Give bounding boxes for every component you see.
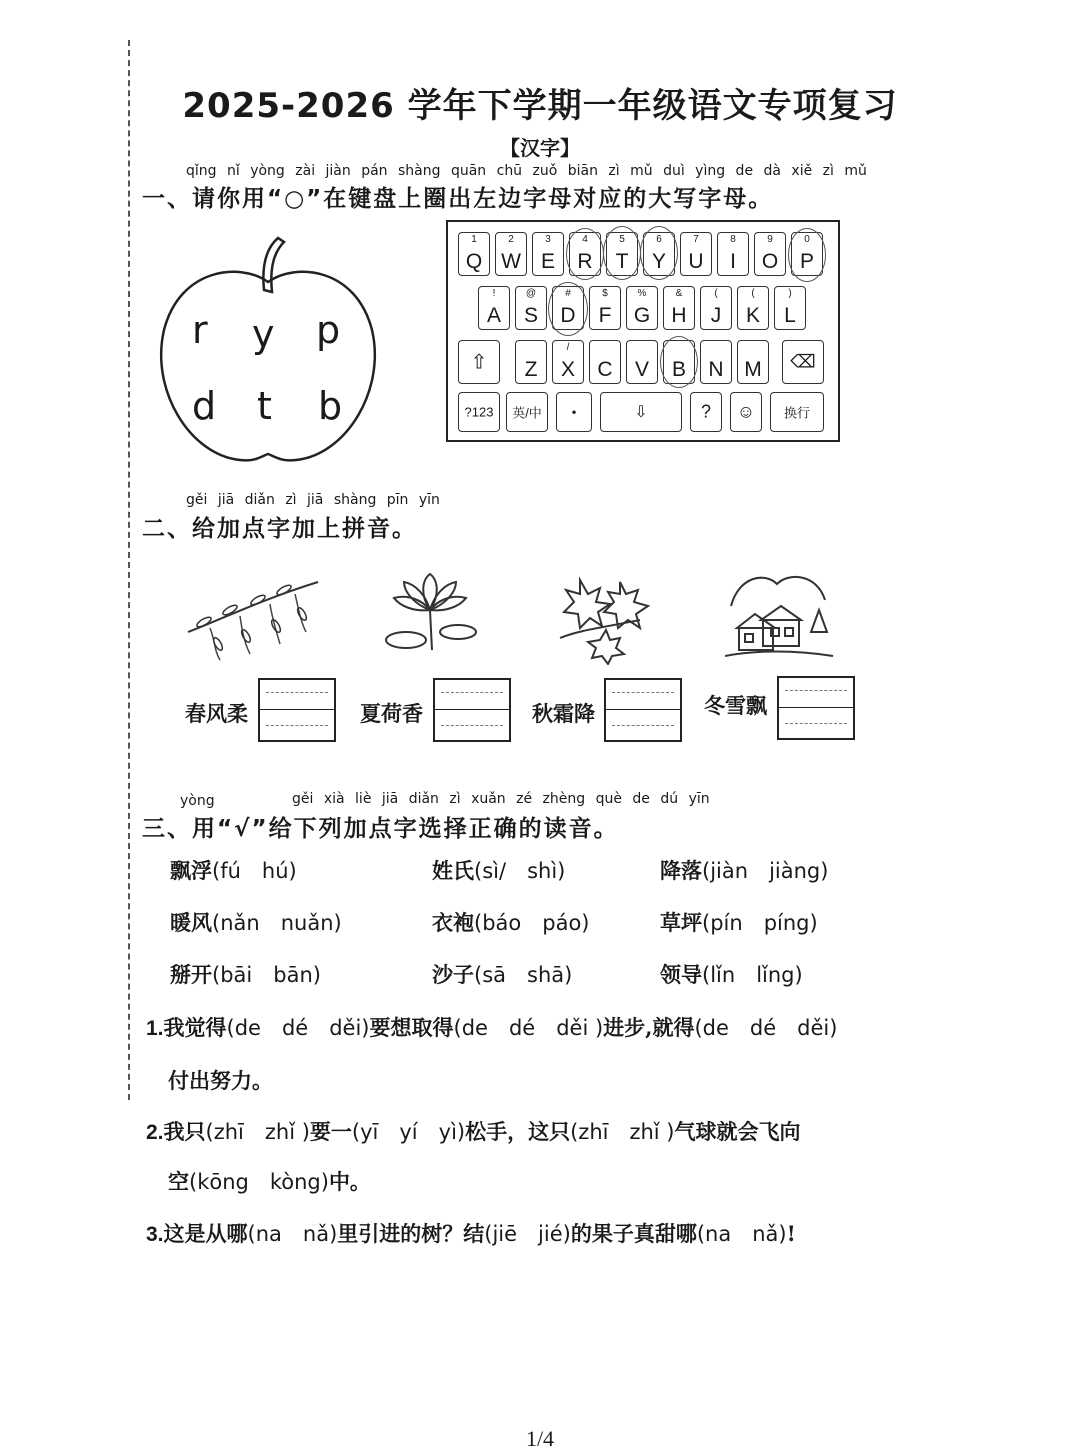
apple-letter-t: t [257,384,272,428]
key-w-letter: W [501,250,521,273]
answer-circle-b [660,336,698,388]
key-v-letter: V [634,358,649,381]
sentence-2-options-4[interactable]: (kōng kòng) [189,1170,329,1194]
key-numbers-label: ?123 [464,404,494,420]
willow-branch-illustration [180,570,325,665]
key-e[interactable] [532,232,564,276]
key-a-num: ! [492,288,496,299]
choice-option-a[interactable]: pín [710,911,743,935]
key-f-letter: F [598,304,612,327]
key-emoji[interactable] [730,392,762,432]
sentence-2-options-3[interactable]: (zhī zhǐ ) [570,1120,675,1144]
sentence-1-line-1 [146,1012,837,1042]
backspace-key[interactable] [782,340,824,384]
key-e-letter: E [540,250,555,273]
answer-circle-r [566,228,604,280]
key-k[interactable] [737,286,769,330]
sentence-2-text-h: 空 [168,1169,189,1194]
answer-box-spring[interactable] [258,678,336,742]
key-g-num: % [637,288,647,299]
choice-option-b[interactable]: píng [763,911,810,935]
key-question-label: ? [700,401,711,422]
key-s-num: @ [525,288,537,299]
answer-circle-p [788,228,826,282]
key-period[interactable] [556,392,592,432]
choice-item-jiangluo: 降落(jiàn jiàng) [660,858,829,883]
key-g[interactable] [626,286,658,330]
key-d-num: # [565,288,571,299]
key-e-num: 3 [545,234,551,245]
choice-option-a[interactable]: jiàn [710,859,749,883]
key-j-num: ( [714,288,718,299]
sentence-1-number: 1. [146,1017,164,1040]
key-w[interactable] [495,232,527,276]
choice-word: 姓氏 [432,858,474,883]
page-title: 2025-2026 学年下学期一年级语文专项复习 [182,86,898,126]
key-k-letter: K [745,304,760,327]
key-n-letter: N [708,358,724,381]
key-o-num: 9 [767,234,773,245]
key-enter-label: 换行 [783,405,810,421]
q2-heading: 二、给加点字加上拼音。 [142,516,417,542]
q3-pinyin-2: gěi xià liè jiā diǎn zì xuǎn zé zhèng què de dú yīn [292,791,710,807]
q3-heading: 三、用“√”给下列加点字选择正确的读音。 [142,816,619,842]
answer-box-summer[interactable] [433,678,511,742]
section-subtitle: 【汉字】 [500,136,580,160]
key-k-num: ( [751,288,755,299]
key-x[interactable] [552,340,584,384]
choice-word: 掰开 [170,962,212,987]
answer-circle-y [640,226,678,280]
key-c-letter: C [597,358,613,381]
choice-option-a[interactable]: sì/ [482,859,507,883]
q1-pinyin: qǐng nǐ yòng zài jiàn pán shàng quān chū zuǒ biān zì mǔ duì yìng de dà xiě zì mǔ [186,163,867,179]
key-j-letter: J [710,304,722,327]
choice-option-b[interactable]: nuǎn [280,911,334,935]
sentence-2-number: 2. [146,1121,164,1144]
sentence-3-text-a: 这是从哪 [163,1221,248,1246]
apple-letter-r: r [192,308,208,352]
choice-item-caoping: 草坪(pín píng) [660,910,818,935]
choice-word: 衣袍 [432,910,474,935]
sentence-1-text-a: 我觉得 [163,1015,227,1040]
choice-option-b[interactable]: hú [261,859,289,883]
sentence-2-options-1[interactable]: (zhī zhǐ ) [205,1120,310,1144]
page-number: 1/4 [525,1426,555,1451]
answer-circle-d [548,282,588,336]
key-h[interactable] [663,286,695,330]
choice-item-lingdao: 领导(lǐn lǐng) [660,962,803,987]
maple-leaves-illustration [550,570,660,665]
phrase-summer: 夏荷香 [360,701,423,726]
key-language-switch[interactable] [506,392,548,432]
choice-item-nuanfeng: 暖风(nǎn nuǎn) [170,910,342,935]
key-enter[interactable] [770,392,824,432]
key-b-letter: B [671,358,686,381]
key-q-num: 1 [471,234,477,245]
key-p-num: 0 [804,234,810,245]
key-y-num: 6 [656,234,662,245]
sentence-2-text-c: 要一 [309,1119,352,1144]
choice-option-a[interactable]: nǎn [220,911,260,935]
apple-letter-b: b [318,384,343,428]
sentence-1-options-1[interactable]: (de dé děi) [226,1016,370,1040]
answer-box-winter[interactable] [777,676,855,740]
shift-key[interactable] [458,340,500,384]
key-g-letter: G [633,304,651,327]
key-period-label: • [571,404,577,420]
key-h-letter: H [671,304,687,327]
key-s[interactable] [515,286,547,330]
choice-item-shazi: 沙子(sā shā) [432,962,573,987]
key-z[interactable] [515,340,547,384]
key-i[interactable] [717,232,749,276]
key-question[interactable] [690,392,722,432]
q2-pinyin: gěi jiā diǎn zì jiā shàng pīn yīn [186,492,440,508]
key-z-letter: Z [524,358,538,381]
sentence-2-text-j: 中。 [328,1169,371,1194]
sentence-3-options-2[interactable]: (jiē jié) [484,1222,571,1246]
sentence-2-options-2[interactable]: (yī yí yì) [351,1120,466,1144]
key-r-letter: R [577,250,593,273]
sentence-2-text-a: 我只 [163,1119,206,1144]
key-f-num: $ [602,288,608,299]
answer-box-autumn[interactable] [604,678,682,742]
key-i-num: 8 [730,234,736,245]
sentence-1-options-2[interactable]: (de dé děi ) [453,1016,604,1040]
sentence-1-text-g: 付出努力。 [168,1068,273,1093]
key-m-letter: M [744,358,762,381]
keyboard-diagram [446,220,840,442]
choice-option-b[interactable]: lǐng [756,963,795,987]
key-q-letter: Q [465,250,483,273]
apple-letter-p: p [316,308,341,352]
apple-letter-y: y [252,312,275,356]
choice-word: 降落 [660,858,702,883]
answer-circle-t [603,226,641,280]
lotus-illustration [380,570,480,665]
choice-option-a[interactable]: bāi [220,963,253,987]
key-u-num: 7 [693,234,699,245]
choice-option-b[interactable]: bān [273,963,313,987]
key-i-letter: I [730,250,736,273]
key-l[interactable] [774,286,806,330]
key-f[interactable] [589,286,621,330]
sentence-3-number: 3. [146,1223,164,1246]
key-j[interactable] [700,286,732,330]
choice-option-a[interactable]: fú [220,859,241,883]
phrase-spring: 春风柔 [185,701,248,726]
choice-option-a[interactable]: sā [482,963,507,987]
choice-option-b[interactable]: jiàng [769,859,821,883]
key-a-letter: A [486,304,501,327]
key-l-num: ) [788,288,792,299]
choice-item-piaofu: 飘浮(fú hú) [170,858,297,883]
key-t-num: 5 [619,234,625,245]
q1-heading: 一、请你用“○”在键盘上圈出左边字母对应的大写字母。 [142,186,774,212]
key-t-letter: T [615,250,629,273]
phrase-autumn: 秋霜降 [532,701,595,726]
key-language-label: 英/中 [512,405,542,421]
sentence-3-text-e: 的果子真甜哪 [570,1221,697,1246]
sentence-3-options-3[interactable]: (na nǎ) [696,1222,787,1246]
key-n[interactable] [700,340,732,384]
sentence-3-options-1[interactable]: (na nǎ) [247,1222,338,1246]
sentence-2-text-e: 松手，这只 [465,1119,571,1144]
key-u-letter: U [688,250,704,273]
choice-word: 领导 [660,962,702,987]
key-a[interactable] [478,286,510,330]
key-space[interactable] [600,392,682,432]
choice-word: 草坪 [660,910,702,935]
choice-option-a[interactable]: báo [482,911,522,935]
key-d-letter: D [560,304,576,327]
choice-option-b[interactable]: shā [527,963,565,987]
key-w-num: 2 [508,234,514,245]
choice-option-b[interactable]: shì [527,859,558,883]
key-space-icon: ⇩ [634,404,648,421]
choice-word: 沙子 [432,962,474,987]
sentence-1-options-3[interactable]: (de dé děi) [694,1016,838,1040]
key-o-letter: O [761,250,779,273]
backspace-icon: ⌫ [790,351,816,372]
apple-letter-d: d [192,384,217,428]
key-p-letter: P [799,250,814,273]
key-x-letter: X [560,358,575,381]
sentence-1-line-2 [168,1065,273,1095]
shift-icon: ⇧ [470,351,488,374]
snowy-house-illustration [725,570,835,665]
choice-word: 飘浮 [170,858,212,883]
sentence-3-text-g: ! [786,1221,796,1246]
smiley-icon: ☺ [736,401,756,422]
key-y-letter: Y [651,250,666,273]
sentence-1-text-c: 要想取得 [369,1015,454,1040]
choice-option-a[interactable]: lǐn [710,963,736,987]
choice-option-b[interactable]: páo [542,911,582,935]
key-s-letter: S [523,304,538,327]
choice-item-xingshi: 姓氏(sì/ shì) [432,858,566,883]
sentence-1-text-e: 进步,就得 [603,1015,695,1040]
key-u[interactable] [680,232,712,276]
key-m[interactable] [737,340,769,384]
key-numbers-switch[interactable] [458,392,500,432]
key-l-letter: L [784,304,796,327]
key-o[interactable] [754,232,786,276]
q3-pinyin-1: yòng [180,793,215,809]
key-h-num: & [675,288,683,299]
phrase-winter: 冬雪飘 [704,693,767,718]
binding-dashed-line [128,40,130,1100]
key-r-num: 4 [582,234,588,245]
sentence-3 [146,1218,796,1248]
key-c[interactable] [589,340,621,384]
sentence-2-text-g: 气球就会飞向 [674,1119,801,1144]
key-v[interactable] [626,340,658,384]
choice-item-baikai: 掰开(bāi bān) [170,962,321,987]
choice-item-yipao: 衣袍(báo páo) [432,910,590,935]
sentence-2-line-1 [146,1116,801,1146]
choice-word: 暖风 [170,910,212,935]
key-x-num: / [566,342,570,353]
sentence-2-line-2 [168,1166,371,1196]
key-q[interactable] [458,232,490,276]
sentence-3-text-c: 里引进的树？结 [337,1221,485,1246]
